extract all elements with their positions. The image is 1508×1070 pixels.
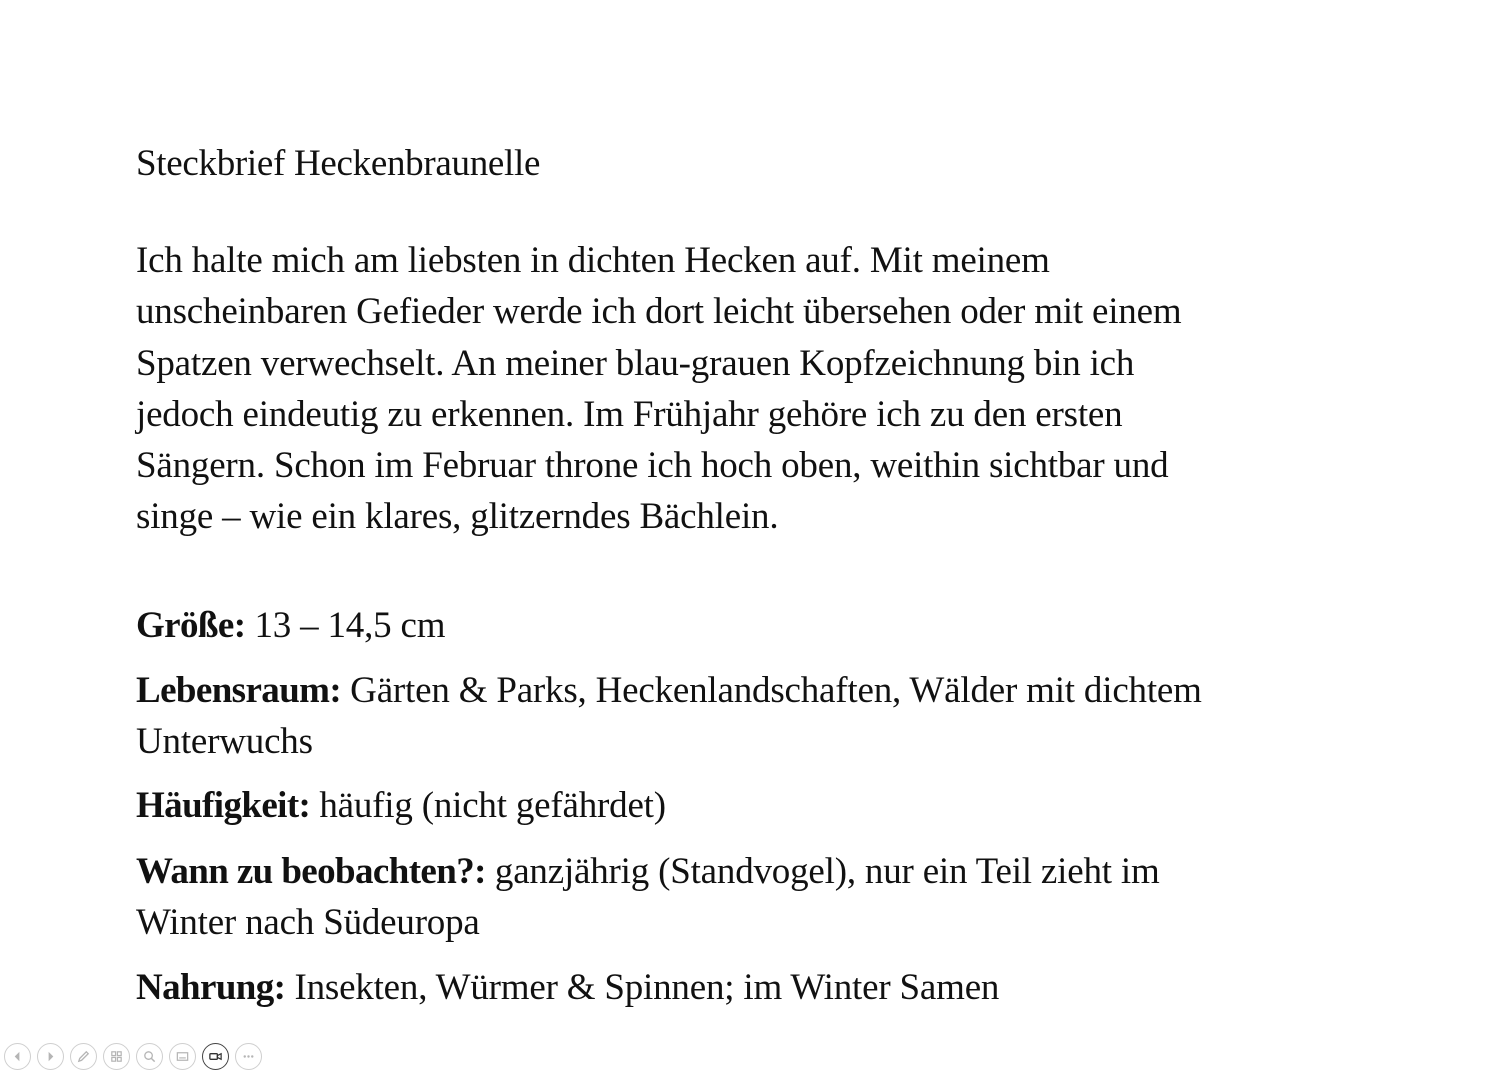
intro-line: Spatzen verwechselt. An meiner blau-grauen Kopfzeichnung bin ich — [136, 342, 1135, 384]
intro-line: unscheinbaren Gefieder werde ich dort leicht übersehen oder mit einem — [136, 291, 1182, 333]
intro-line: Ich halte mich am liebsten in dichten Hecken auf. Mit meinem — [136, 240, 1050, 281]
intro-line: jedoch eindeutig zu erkennen. Im Frühjahr gehöre ich zu den ersten — [136, 393, 1123, 435]
fact-label: Häufigkeit: — [136, 785, 311, 826]
fact-value: häufig (nicht gefährdet) — [310, 785, 666, 826]
camera-icon — [208, 1049, 223, 1064]
pen-icon — [76, 1049, 91, 1064]
fact-value: ganzjährig (Standvogel), nur ein Teil zieht im — [485, 851, 1160, 892]
fact-frequency — [136, 780, 1396, 831]
intro-paragraph — [136, 235, 1386, 543]
fact-food — [136, 962, 1396, 1013]
previous-slide-icon — [10, 1049, 25, 1064]
fact-observation-time — [136, 846, 1396, 948]
fact-value: Winter nach Südeuropa — [136, 902, 480, 943]
previous-slide-button[interactable] — [4, 1043, 31, 1070]
intro-line: Sängern. Schon im Februar throne ich hoch oben, weithin sichtbar und — [136, 445, 1169, 487]
fact-label: Größe: — [136, 605, 246, 646]
slideshow-toolbar — [4, 1042, 262, 1070]
fact-label: Nahrung: — [136, 967, 286, 1008]
slide-title: Steckbrief Heckenbraunelle — [136, 143, 541, 184]
fact-label: Lebensraum: — [136, 670, 342, 711]
next-slide-icon — [43, 1049, 58, 1064]
fact-value: 13 – 14,5 cm — [245, 605, 446, 646]
fact-value: Insekten, Würmer & Spinnen; im Winter Samen — [285, 967, 1000, 1008]
fact-size — [136, 600, 1396, 651]
zoom-button[interactable] — [136, 1043, 163, 1070]
fact-habitat — [136, 665, 1396, 767]
fact-label: Wann zu beobachten?: — [136, 851, 486, 892]
see-all-slides-icon — [109, 1049, 124, 1064]
subtitles-button[interactable] — [169, 1043, 196, 1070]
fact-value: Gärten & Parks, Heckenlandschaften, Wälder mit dichtem — [341, 670, 1202, 711]
see-all-slides-button[interactable] — [103, 1043, 130, 1070]
intro-line: singe – wie ein klares, glitzerndes Bächlein. — [136, 496, 779, 538]
fact-value: Unterwuchs — [136, 721, 313, 762]
more-options-icon — [241, 1049, 256, 1064]
more-options-button[interactable] — [235, 1043, 262, 1070]
pen-button[interactable] — [70, 1043, 97, 1070]
zoom-icon — [142, 1049, 157, 1064]
subtitles-icon — [175, 1049, 190, 1064]
next-slide-button[interactable] — [37, 1043, 64, 1070]
camera-button[interactable] — [202, 1043, 229, 1070]
